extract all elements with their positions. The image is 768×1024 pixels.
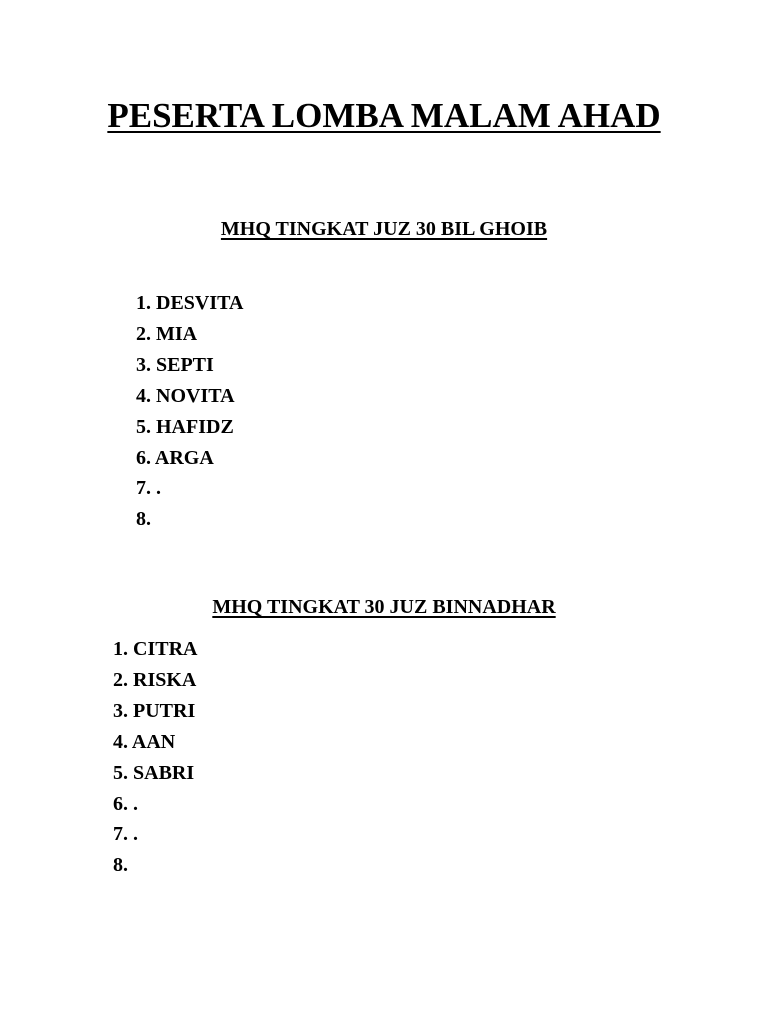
participant-list-binnadhar bbox=[113, 634, 197, 881]
list-item: 3. PUTRI bbox=[113, 699, 196, 722]
section-heading-30-juz-binnadhar: MHQ TINGKAT 30 JUZ BINNADHAR bbox=[212, 596, 556, 618]
list-item: 1. DESVITA bbox=[136, 292, 244, 314]
list-item: 7. . bbox=[136, 477, 161, 500]
list-item: 2. RISKA bbox=[113, 668, 197, 691]
page-title: PESERTA LOMBA MALAM AHAD bbox=[107, 96, 661, 135]
list-item: 4. NOVITA bbox=[136, 384, 235, 407]
list-item: 6. . bbox=[113, 792, 138, 815]
list-item: 3. SEPTI bbox=[136, 353, 214, 376]
section-heading-juz-30-bil-ghoib: MHQ TINGKAT JUZ 30 BIL GHOIB bbox=[220, 218, 548, 240]
list-item: 5. SABRI bbox=[113, 761, 195, 784]
participant-list-bil-ghoib bbox=[136, 288, 243, 535]
list-item: 8. bbox=[136, 508, 151, 531]
list-item: 7. . bbox=[113, 823, 138, 846]
list-item: 8. bbox=[113, 854, 128, 877]
list-item: 4. AAN bbox=[113, 730, 176, 753]
list-item: 6. ARGA bbox=[136, 446, 214, 469]
list-item: 2. MIA bbox=[136, 322, 198, 345]
list-item: 1. CITRA bbox=[113, 638, 198, 660]
list-item: 5. HAFIDZ bbox=[136, 415, 234, 438]
